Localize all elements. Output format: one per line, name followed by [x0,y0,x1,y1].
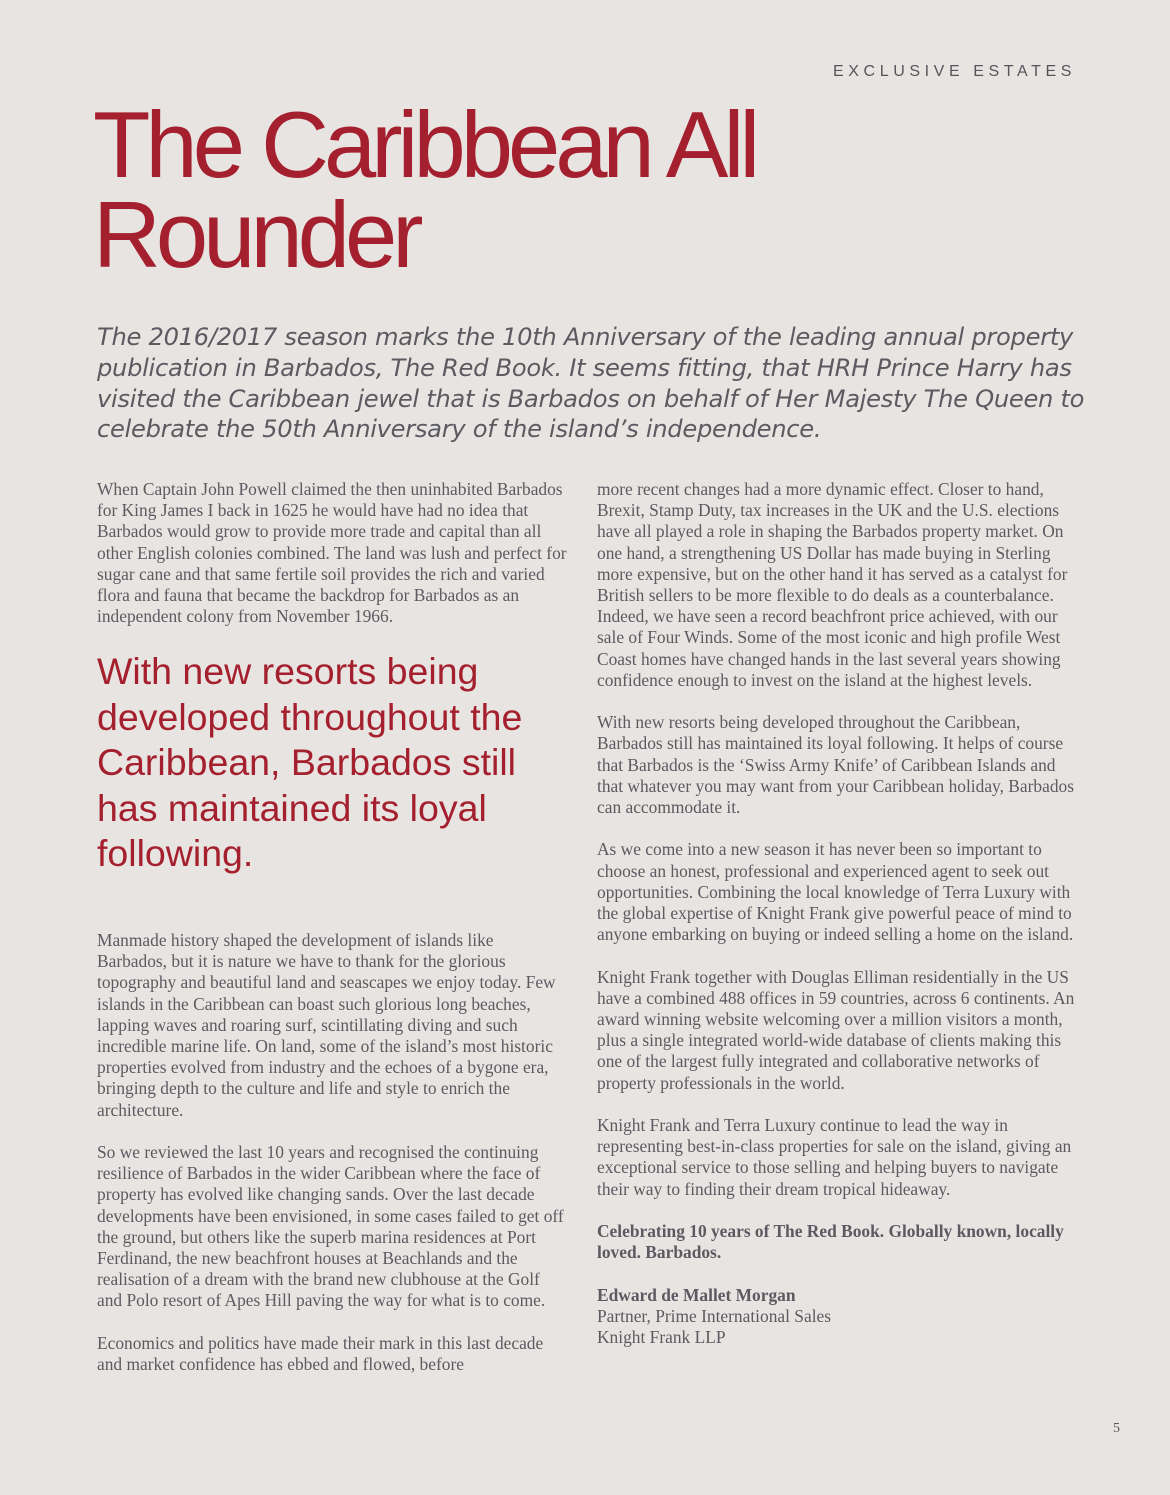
closing-statement: Celebrating 10 years of The Red Book. Globally known, locally loved. Barbados. [597,1221,1064,1263]
pull-quote: With new resorts being developed throughout the Caribbean, Barbados still has maintained its loyal following. [97,650,523,875]
page-number: 5 [1113,1421,1120,1436]
right-paragraph-5: Knight Frank and Terra Luxury continue to lead the way in representing best-in-class properties for sale on the island, giving an exceptional service to those selling and helping buyers to navigate their way to finding their dream tropical hideaway. [597,1115,1072,1199]
author-role: Partner, Prime International Sales [597,1305,832,1326]
right-paragraph-1: more recent changes had a more dynamic effect. Closer to hand, Brexit, Stamp Duty, tax increases in the UK and the U.S. elections have all played a role in shaping the Barbados property market. On one hand, a strengthening US Dollar has made buying in Sterling more expensive, but on the other hand it has served as a catalyst for British sellers to be more flexible to do deals as a counterbalance. Indeed, we have seen a record beachfront price achieved, with our sale of Four Winds. Some of the most iconic and high profile West Coast homes have changed hands in the last several years showing confidence enough to invest on the island at the highest levels. [597,479,1068,690]
right-paragraph-3: As we come into a new season it has never been so important to choose an honest, professional and experienced agent to seek out opportunities. Combining the local knowledge of Terra Luxury with the global expertise of Knight Frank give powerful peace of mind to anyone embarking on buying or indeed selling a home on the island. [597,839,1074,945]
author-company: Knight Frank LLP [597,1327,726,1348]
left-column [97,479,567,1396]
author-signature [597,1285,1075,1349]
left-paragraph-2: Manmade history shaped the development of islands like Barbados, but it is nature we have to thank for the glorious topography and beautiful land and seascapes we enjoy today. Few islands in the Caribbean can boast such glorious long beaches, lapping waves and roaring surf, scintillating diving and such incredible marine life. On land, some of the island’s most historic properties evolved from industry and the echoes of a bygone era, bringing depth to the culture and life and style to enrich the architecture. [97,929,556,1120]
right-paragraph-2: With new resorts being developed throughout the Caribbean, Barbados still has maintained its loyal following. It helps of course that Barbados is the ‘Swiss Army Knife’ of Caribbean Islands and that whatever you may want from your Caribbean holiday, Barbados can accommodate it. [597,712,1074,818]
article-title: The Caribbean All Rounder [93,92,756,287]
left-paragraph-4: Economics and politics have made their mark in this last decade and market confidence has ebbed and flowed, before [97,1332,544,1374]
right-column [597,479,1075,1348]
article-intro: The 2016/2017 season marks the 10th Anniversary of the leading annual property publication in Barbados, The Red Book. It seems fitting, that HRH Prince Harry has visited the Caribbean jewel that is Barbados on behalf of Her Majesty The Queen to celebrate the 50th Anniversary of the island’s independence. [97,323,1085,444]
author-name: Edward de Mallet Morgan [597,1284,796,1305]
left-paragraph-3: So we reviewed the last 10 years and recognised the continuing resilience of Barbados in the wider Caribbean where the face of property has evolved like changing sands. Over the last decade developments have been envisioned, in some cases failed to get off the ground, but others like the superb marina residences at Port Ferdinand, the new beachfront houses at Beachlands and the realisation of a dream with the brand new clubhouse at the Golf and Polo resort of Apes Hill paving the way for what is to come. [97,1141,564,1311]
section-label: EXCLUSIVE ESTATES [833,63,1076,80]
right-paragraph-4: Knight Frank together with Douglas Elliman residentially in the US have a combined 488 offices in 59 countries, across 6 continents. An award winning website welcoming over a million visitors a month, plus a single integrated world-wide database of clients making this one of the largest fully integrated and collaborative networks of property professionals in the world. [597,966,1075,1093]
left-paragraph-1: When Captain John Powell claimed the then uninhabited Barbados for King James I back in 1625 he would have had no idea that Barbados would grow to provide more trade and capital than all other English colonies combined. The land was lush and perfect for sugar cane and that same fertile soil provides the rich and varied flora and fauna that became the backdrop for Barbados as an independent colony from November 1966. [97,479,567,627]
